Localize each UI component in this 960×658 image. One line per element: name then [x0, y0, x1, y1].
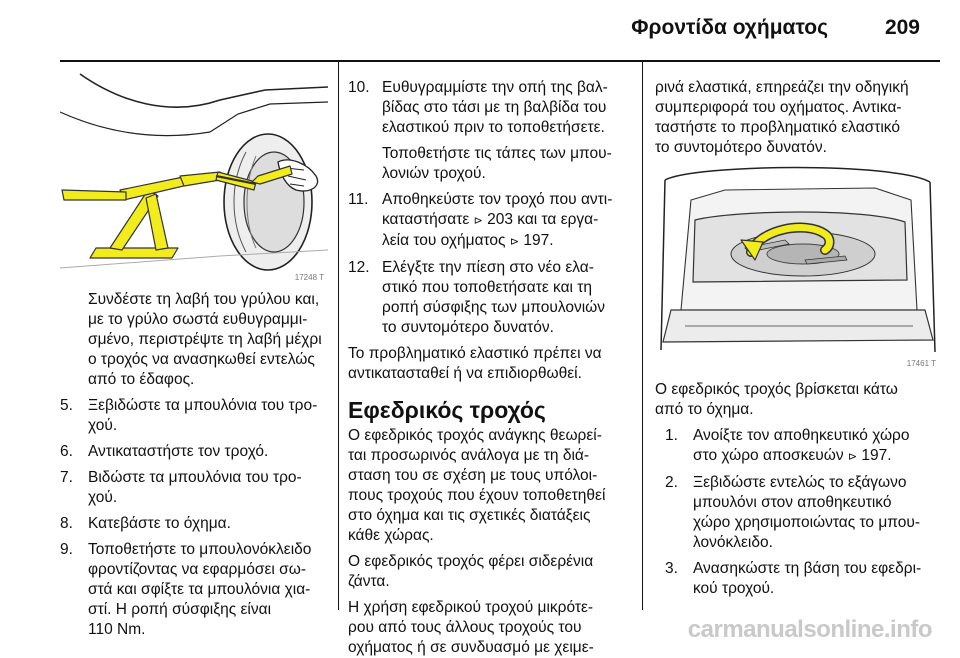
- step-11: 11. Αποθηκεύστε τον τροχό που αντι- καταστήσατε ⊳ 203 και τα εργα- λεία του οχήματος ⊳ 197.: [348, 191, 613, 249]
- trunk-illustration: [655, 160, 940, 370]
- spare-location: Ο εφεδρικός τροχός βρίσκεται κάτω από το όχημα.: [655, 381, 898, 418]
- step-5: 5. Ξεβιδώστε τα μπουλόνια του τρο- χού.: [60, 397, 318, 434]
- section-title: Φροντίδα οχήματος: [631, 16, 828, 39]
- step-9: 9. Τοποθετήστε το μπουλονόκλειδο φροντίζοντας να εφαρμόσει σω- στά και σφίξτε τα μπουλόνια χια- στί. Η ροπή σύσφιξης είναι 110 Nm.: [60, 541, 312, 638]
- spare-paragraph-2: Ο εφεδρικός τροχός φέρει σιδερένια ζάντα.: [348, 553, 594, 590]
- step-2: 2. Ξεβιδώστε εντελώς το εξάγωνο μπουλόνι στον αποθηκευτικό χώρο χρησιμοποιώντας το μπου- λονόκλειδο.: [665, 474, 921, 551]
- column-1: [60, 290, 328, 640]
- column-2: [348, 78, 633, 658]
- section-heading: Εφεδρικός τροχός: [348, 397, 546, 423]
- column-3-bottom: [655, 380, 940, 599]
- jack-drawing: [60, 72, 328, 284]
- page-ref-arrow-icon: ⊳: [847, 451, 858, 463]
- spare-paragraph-3: Η χρήση εφεδρικού τροχού μικρότε- ρου από τους άλλους τροχούς του οχήματος ή σε συνδυασμό με χειμε-: [348, 599, 594, 656]
- step-1: 1. Ανοίξτε τον αποθηκευτικό χώρο στο χώρο αποσκευών ⊳ 197.: [665, 427, 910, 464]
- page-ref-arrow-icon: ⊳: [509, 236, 520, 248]
- header-rule: [60, 60, 940, 62]
- jack-illustration: [60, 72, 328, 284]
- column-divider-2: [642, 62, 643, 610]
- step-8: 8. Κατεβάστε το όχημα.: [60, 515, 231, 532]
- trunk-drawing: [655, 160, 940, 370]
- page-header: [0, 0, 960, 62]
- page-ref-arrow-icon: ⊳: [473, 215, 483, 227]
- step-12: 12. Ελέγξτε την πίεση στο νέο ελα- στικό που τοποθετήσατε και τη ροπή σύσφιξης των μπουλονιών το συντομότερο δυνατόν.: [348, 259, 606, 336]
- step-10: 10. Ευθυγραμμίστε την οπή της βαλ- βίδας στο τάσι με τη βαλβίδα του ελαστικού πριν το τοποθετήσετε.: [348, 79, 608, 136]
- step-6: 6. Αντικαταστήστε τον τροχό.: [60, 443, 269, 460]
- column-3-top: ρινά ελαστικά, επηρεάζει την οδηγική συμπεριφορά του οχήματος. Αντικα- ταστήστε το προβληματικό ελαστικό το συντομότερο δυνατόν.: [655, 79, 909, 156]
- figure-code: 17461 T: [906, 359, 936, 368]
- step-3: 3. Ανασηκώστε τη βάση του εφεδρι- κού τροχού.: [665, 560, 922, 597]
- intro-paragraph: Συνδέστε τη λαβή του γρύλου και, με το γρύλο σωστά ευθυγραμμι- σμένο, περιστρέψτε τη λαβή μέχρι ο τροχός να ανασηκωθεί εντελώς από το έδαφος.: [88, 291, 322, 388]
- column-divider-1: [338, 62, 339, 610]
- step-7: 7. Βιδώστε τα μπουλόνια του τρο- χού.: [60, 469, 302, 506]
- watermark: carmanualsonline.info: [687, 616, 932, 643]
- page-number: 209: [884, 16, 920, 39]
- figure-code: 17248 T: [294, 273, 324, 282]
- damaged-tyre-note: Το προβληματικό ελαστικό πρέπει να αντικατασταθεί ή να επιδιορθωθεί.: [348, 345, 602, 382]
- spare-paragraph-1: Ο εφεδρικός τροχός ανάγκης θεωρεί- ται προσωρινός ανάλογα με τη διά- σταση του σε σχέση με τους υπόλοι- πους τροχούς που έχουν τοποθετηθεί στο όχημα και τις σχετικές διατάξεις κάθε χώρας.: [348, 427, 606, 544]
- step-10-note: Τοποθετήστε τις τάπες των μπου- λονιών τροχού.: [382, 145, 612, 182]
